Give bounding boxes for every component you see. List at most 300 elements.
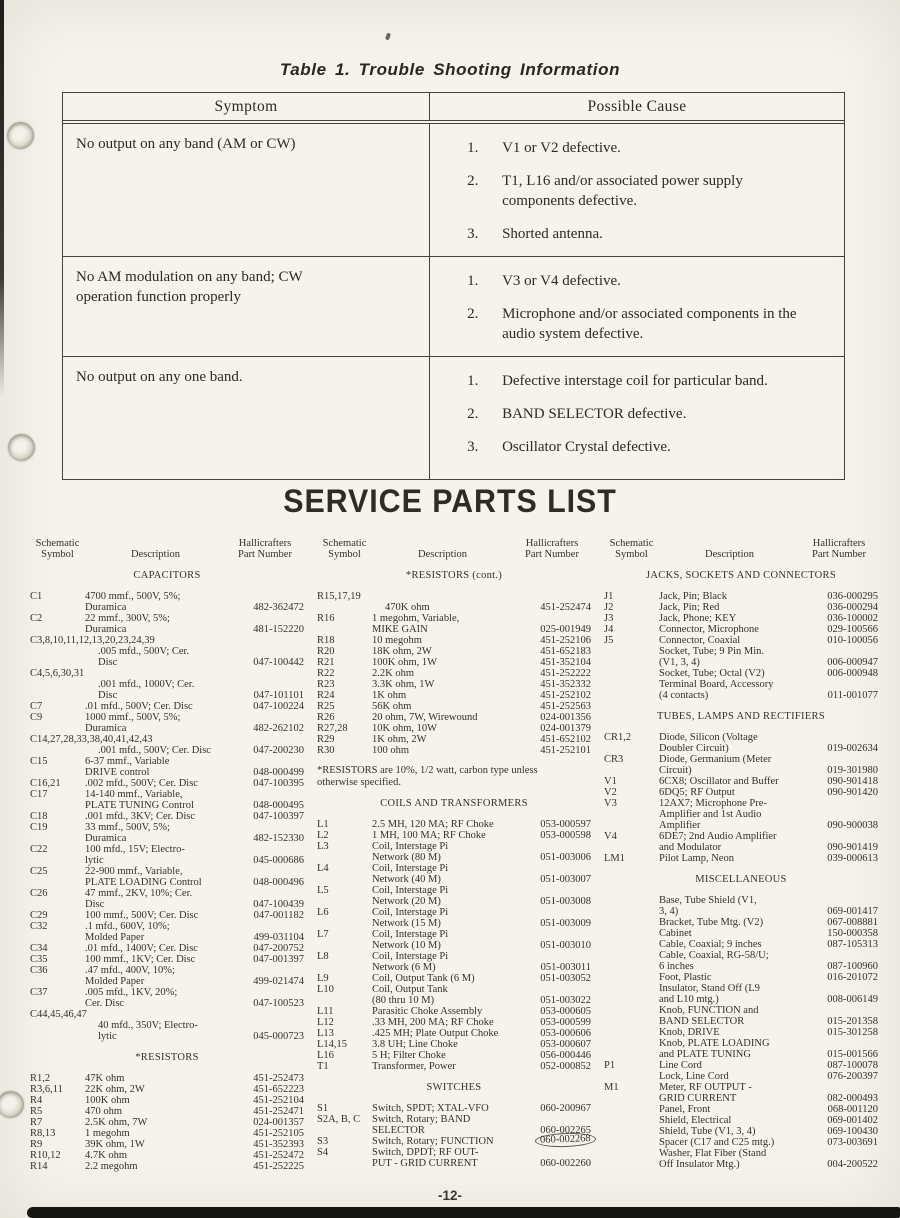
part-number: 090-901419 bbox=[827, 842, 878, 853]
schematic-symbol: L16 bbox=[317, 1050, 334, 1061]
parts-row bbox=[604, 853, 878, 864]
part-description: Foot, Plastic bbox=[659, 972, 712, 983]
part-description: Socket, Tube; Octal (V2) bbox=[659, 668, 765, 679]
part-description: 2.2 megohm bbox=[85, 1161, 138, 1172]
parts-section bbox=[317, 1082, 591, 1169]
part-number: 451-252106 bbox=[540, 635, 591, 646]
part-number: 047-100523 bbox=[253, 998, 304, 1009]
parts-row bbox=[317, 1133, 592, 1147]
part-number: 451-352393 bbox=[253, 1139, 304, 1150]
schematic-symbol: L5 bbox=[317, 885, 329, 896]
part-description: Meter, RF OUTPUT - GRID CURRENT bbox=[659, 1082, 752, 1104]
part-number: 053-000607 bbox=[540, 1039, 591, 1050]
schematic-symbol: C9 bbox=[30, 712, 43, 723]
schematic-symbol: C4,5,6,30,31 bbox=[30, 668, 85, 679]
part-description: 39K ohm, 1W bbox=[85, 1139, 145, 1150]
part-number: 048-000496 bbox=[253, 877, 304, 888]
part-number: 451-252102 bbox=[540, 690, 591, 701]
parts-row bbox=[317, 951, 591, 973]
part-number: 451-652223 bbox=[253, 1084, 304, 1095]
part-description: 18K ohm, 2W bbox=[372, 646, 432, 657]
part-description: 470K ohm bbox=[385, 602, 430, 613]
parts-row bbox=[30, 734, 304, 756]
part-number: 060-002268 bbox=[535, 1132, 596, 1148]
parts-row bbox=[317, 929, 591, 951]
part-description: Line Cord bbox=[659, 1060, 702, 1071]
symptom-cell bbox=[63, 357, 430, 479]
parts-section bbox=[604, 711, 878, 864]
part-number: 048-000495 bbox=[253, 800, 304, 811]
resistor-note: *RESISTORS are 10%, 1/2 watt, carbon type unless otherwise specified. bbox=[317, 765, 538, 788]
part-number: 090-901418 bbox=[827, 776, 878, 787]
part-description: 56K ohm bbox=[372, 701, 412, 712]
parts-column bbox=[30, 538, 304, 1172]
parts-row bbox=[604, 928, 878, 939]
part-description: Jack, Pin; Red bbox=[659, 602, 720, 613]
part-number: 150-000358 bbox=[827, 928, 878, 939]
schematic-symbol: C1 bbox=[30, 591, 43, 602]
part-description: Diode, Germanium (Meter Circuit) bbox=[659, 754, 772, 776]
description-header: Description bbox=[131, 549, 180, 560]
parts-row bbox=[317, 1103, 591, 1114]
parts-row bbox=[604, 776, 878, 787]
parts-row bbox=[604, 646, 878, 668]
parts-row bbox=[317, 841, 591, 863]
part-description: 47K ohm bbox=[85, 1073, 125, 1084]
parts-row bbox=[317, 679, 591, 690]
schematic-symbol: C32 bbox=[30, 921, 48, 932]
schematic-symbol: C44,45,46,47 bbox=[30, 1009, 87, 1020]
part-description: 2.5K ohm, 7W bbox=[85, 1117, 148, 1128]
part-number: 024-001356 bbox=[540, 712, 591, 723]
part-description: Bracket, Tube Mtg. (V2) bbox=[659, 917, 764, 928]
parts-row bbox=[317, 1050, 591, 1061]
parts-row bbox=[604, 950, 878, 972]
section-heading: JACKS, SOCKETS AND CONNECTORS bbox=[646, 570, 836, 581]
part-description: 1 MH, 100 MA; RF Choke bbox=[372, 830, 486, 841]
schematic-symbol: R21 bbox=[317, 657, 335, 668]
part-description: 5 H; Filter Choke bbox=[372, 1050, 446, 1061]
parts-row bbox=[30, 1161, 304, 1172]
schematic-symbol: C16,21 bbox=[30, 778, 61, 789]
schematic-symbol: C34 bbox=[30, 943, 48, 954]
parts-row bbox=[317, 819, 591, 830]
schematic-symbol: R29 bbox=[317, 734, 335, 745]
trouble-shooting-table bbox=[62, 92, 845, 480]
cause-text: Shorted antenna. bbox=[502, 226, 603, 242]
part-number: 060-200967 bbox=[540, 1103, 591, 1114]
part-number: 051-003007 bbox=[540, 874, 591, 885]
schematic-symbol: R24 bbox=[317, 690, 335, 701]
part-number: 048-000499 bbox=[253, 767, 304, 778]
schematic-symbol: L4 bbox=[317, 863, 329, 874]
part-number: 015-201358 bbox=[827, 1016, 878, 1027]
part-description: Base, Tube Shield (V1, 3, 4) bbox=[659, 895, 757, 917]
part-description: Panel, Front bbox=[659, 1104, 711, 1115]
cause-text: V1 or V2 defective. bbox=[502, 140, 621, 156]
schematic-symbol: R7 bbox=[30, 1117, 43, 1128]
part-description: Coil, Output Tank (6 M) bbox=[372, 973, 475, 984]
column-header-symptom: Symptom bbox=[63, 93, 430, 120]
part-number: 029-100566 bbox=[827, 624, 878, 635]
schematic-symbol: R5 bbox=[30, 1106, 43, 1117]
part-description: Washer, Flat Fiber (Stand Off Insulator Mtg.) bbox=[659, 1148, 767, 1170]
part-description: 1 megohm bbox=[85, 1128, 130, 1139]
part-number: 047-100395 bbox=[253, 778, 304, 789]
parts-section bbox=[604, 874, 878, 1170]
part-description: Coil, Interstage Pi Network (80 M) bbox=[372, 841, 449, 863]
possible-cause-cell bbox=[430, 257, 844, 356]
schematic-symbol: S4 bbox=[317, 1147, 329, 1158]
schematic-symbol: R4 bbox=[30, 1095, 43, 1106]
cause-text: Oscillator Crystal defective. bbox=[502, 439, 671, 455]
parts-row bbox=[317, 973, 591, 984]
parts-row bbox=[30, 1128, 304, 1139]
parts-row bbox=[30, 1139, 304, 1150]
schematic-symbol: R8,13 bbox=[30, 1128, 56, 1139]
part-number: 047-200752 bbox=[253, 943, 304, 954]
part-description: 3.8 UH; Line Choke bbox=[372, 1039, 458, 1050]
section-heading: CAPACITORS bbox=[133, 570, 201, 581]
schematic-symbol: V4 bbox=[604, 831, 617, 842]
part-number: 047-200230 bbox=[253, 745, 304, 756]
schematic-symbol: R23 bbox=[317, 679, 335, 690]
part-description: 100 mmf., 1KV; Cer. Disc bbox=[85, 954, 196, 965]
parts-section bbox=[30, 570, 304, 1042]
part-description: 1 megohm, Variable, MIKE GAIN bbox=[372, 613, 460, 635]
part-description: 100K ohm, 1W bbox=[372, 657, 438, 668]
part-number: 082-000493 bbox=[827, 1093, 878, 1104]
parts-row bbox=[30, 943, 304, 954]
parts-row bbox=[317, 613, 591, 635]
part-number: 060-002265 bbox=[540, 1125, 591, 1136]
part-description: .001 mfd., 500V; Cer. Disc bbox=[98, 745, 211, 756]
part-description: 470 ohm bbox=[85, 1106, 123, 1117]
possible-cause-cell bbox=[430, 124, 844, 256]
part-description: Switch, Rotary; BAND SELECTOR bbox=[372, 1114, 471, 1136]
cause-item bbox=[467, 138, 836, 158]
schematic-symbol: L9 bbox=[317, 973, 329, 984]
parts-row bbox=[604, 787, 878, 798]
parts-row bbox=[30, 1073, 304, 1084]
part-number: 451-252104 bbox=[253, 1095, 304, 1106]
parts-row bbox=[30, 756, 304, 778]
part-description: Transformer, Power bbox=[372, 1061, 456, 1072]
part-number: 047-100224 bbox=[253, 701, 304, 712]
part-description: 1K ohm, 2W bbox=[372, 734, 427, 745]
part-number: 482-262102 bbox=[253, 723, 304, 734]
schematic-symbol: R25 bbox=[317, 701, 335, 712]
part-description: 22 mmf., 300V, 5%; Duramica bbox=[85, 613, 170, 635]
parts-row bbox=[604, 624, 878, 635]
parts-row bbox=[317, 863, 591, 885]
section-heading: *RESISTORS (cont.) bbox=[405, 570, 503, 581]
schematic-symbol: R20 bbox=[317, 646, 335, 657]
part-description: Shield, Electrical bbox=[659, 1115, 732, 1126]
part-description: .001 mfd., 3KV; Cer. Disc bbox=[85, 811, 196, 822]
part-number: 076-200397 bbox=[827, 1071, 878, 1082]
schematic-symbol: T1 bbox=[317, 1061, 329, 1072]
parts-row bbox=[30, 965, 304, 987]
schematic-symbol: S3 bbox=[317, 1136, 329, 1147]
part-number: 451-252474 bbox=[540, 602, 591, 613]
schematic-symbol: L8 bbox=[317, 951, 329, 962]
schematic-symbol: J3 bbox=[604, 613, 614, 624]
part-number: 045-000686 bbox=[253, 855, 304, 866]
schematic-symbol: C22 bbox=[30, 844, 48, 855]
section-heading: MISCELLANEOUS bbox=[695, 874, 787, 885]
parts-row bbox=[317, 830, 591, 841]
part-description: 3.3K ohm, 1W bbox=[372, 679, 435, 690]
parts-row bbox=[604, 754, 878, 776]
parts-row bbox=[604, 732, 878, 754]
part-number: 451-652183 bbox=[540, 646, 591, 657]
part-number: 015-301258 bbox=[827, 1027, 878, 1038]
part-description: 6DQ5; RF Output bbox=[659, 787, 735, 798]
part-number: 053-000598 bbox=[540, 830, 591, 841]
part-number: 051-003022 bbox=[540, 995, 591, 1006]
part-description: 2.5 MH, 120 MA; RF Choke bbox=[372, 819, 494, 830]
cause-number: 3. bbox=[467, 226, 479, 242]
scan-speck bbox=[385, 33, 391, 41]
parts-row bbox=[604, 1148, 878, 1170]
parts-row bbox=[604, 1071, 878, 1082]
section-heading: COILS AND TRANSFORMERS bbox=[380, 798, 528, 809]
schematic-symbol: LM1 bbox=[604, 853, 625, 864]
part-number: 451-252105 bbox=[253, 1128, 304, 1139]
part-number: 006-000947 bbox=[827, 657, 878, 668]
parts-row bbox=[604, 591, 878, 602]
part-description: 20 ohm, 7W, Wirewound bbox=[372, 712, 478, 723]
cause-number: 2. bbox=[467, 306, 479, 322]
schematic-symbol: C14,27,28,33,38,40,41,42,43 bbox=[30, 734, 153, 745]
parts-row bbox=[317, 1006, 591, 1017]
service-parts-list-title: SERVICE PARTS LIST bbox=[283, 483, 617, 519]
part-number: 451-652102 bbox=[540, 734, 591, 745]
parts-row bbox=[30, 789, 304, 811]
punch-hole bbox=[8, 434, 35, 461]
parts-row bbox=[604, 1027, 878, 1038]
description-header: Description bbox=[418, 549, 467, 560]
schematic-symbol: P1 bbox=[604, 1060, 616, 1071]
part-number: 069-001417 bbox=[827, 906, 878, 917]
trouble-table-body bbox=[63, 124, 844, 479]
part-description: 22K ohm, 2W bbox=[85, 1084, 145, 1095]
part-description: Coil, Interstage Pi Network (15 M) bbox=[372, 907, 449, 929]
part-description: .001 mfd., 1000V; Cer. Disc bbox=[98, 679, 195, 701]
part-description: 100 ohm bbox=[372, 745, 410, 756]
schematic-symbol: R15,17,19 bbox=[317, 591, 361, 602]
parts-row bbox=[604, 1060, 878, 1071]
part-description: Switch, Rotary; FUNCTION bbox=[372, 1136, 494, 1147]
schematic-symbol: L10 bbox=[317, 984, 334, 995]
part-description: Knob, FUNCTION and BAND SELECTOR bbox=[659, 1005, 759, 1027]
section-heading: *RESISTORS bbox=[135, 1052, 199, 1063]
cause-text: V3 or V4 defective. bbox=[502, 273, 621, 289]
schematic-symbol: J1 bbox=[604, 591, 614, 602]
schematic-symbol: R26 bbox=[317, 712, 335, 723]
table-title: Table 1. Trouble Shooting Information bbox=[279, 60, 621, 79]
part-description: 4.7K ohm bbox=[85, 1150, 127, 1161]
service-parts-list bbox=[30, 538, 878, 1172]
part-description: 40 mfd., 350V; Electro- lytic bbox=[98, 1020, 198, 1042]
part-description: .425 MH; Plate Output Choke bbox=[372, 1028, 499, 1039]
part-description: 6DE7; 2nd Audio Amplifier and Modulator bbox=[659, 831, 777, 853]
page-number: -12- bbox=[437, 1188, 462, 1203]
parts-row bbox=[317, 591, 591, 613]
parts-row bbox=[317, 1114, 591, 1136]
cause-item bbox=[467, 271, 836, 291]
part-description: 100 mfd., 15V; Electro- lytic bbox=[85, 844, 185, 866]
parts-row bbox=[30, 1095, 304, 1106]
cause-number: 2. bbox=[467, 173, 479, 189]
symptom-text: No output on any band (AM or CW) bbox=[76, 136, 296, 152]
cause-number: 1. bbox=[467, 273, 479, 289]
parts-row bbox=[317, 723, 591, 734]
schematic-symbol: R27,28 bbox=[317, 723, 348, 734]
parts-row bbox=[317, 885, 591, 907]
parts-row bbox=[30, 811, 304, 822]
part-description: 6CX8; Oscillator and Buffer bbox=[659, 776, 779, 787]
part-number: 047-101101 bbox=[253, 690, 304, 701]
part-description: Socket, Tube; 9 Pin Min. (V1, 3, 4) bbox=[659, 646, 765, 668]
part-number: 036-000294 bbox=[827, 602, 878, 613]
part-description: .1 mfd., 600V, 10%; Molded Paper bbox=[85, 921, 170, 943]
parts-row bbox=[30, 888, 304, 910]
parts-row bbox=[604, 939, 878, 950]
parts-row bbox=[317, 712, 591, 723]
schematic-symbol: C18 bbox=[30, 811, 48, 822]
part-description: 47 mmf., 2KV, 10%; Cer. Disc bbox=[85, 888, 193, 910]
schematic-symbol: R18 bbox=[317, 635, 335, 646]
part-description: Insulator, Stand Off (L9 and L10 mtg.) bbox=[659, 983, 760, 1005]
cause-number: 1. bbox=[467, 373, 479, 389]
schematic-symbol: J5 bbox=[604, 635, 614, 646]
part-number: 019-002634 bbox=[827, 743, 878, 754]
part-number: 039-000613 bbox=[827, 853, 878, 864]
part-number: 015-001566 bbox=[827, 1049, 878, 1060]
table-row bbox=[63, 256, 844, 356]
table-header-row bbox=[63, 93, 844, 124]
part-description: 10K ohm, 10W bbox=[372, 723, 438, 734]
part-number: 047-100439 bbox=[253, 899, 304, 910]
symptom-text: No AM modulation on any band; CW operation function properly bbox=[76, 269, 303, 305]
schematic-symbol: C19 bbox=[30, 822, 48, 833]
parts-column-header bbox=[317, 538, 591, 560]
parts-row bbox=[604, 668, 878, 679]
part-description: .005 mfd., 500V; Cer. Disc bbox=[98, 646, 190, 668]
parts-row bbox=[30, 987, 304, 1009]
parts-row bbox=[30, 701, 304, 712]
parts-row bbox=[30, 844, 304, 866]
cause-item bbox=[467, 404, 836, 424]
part-number: 451-252563 bbox=[540, 701, 591, 712]
parts-row bbox=[317, 1147, 591, 1169]
schematic-symbol: J4 bbox=[604, 624, 614, 635]
part-description: Cable, Coaxial; 9 inches bbox=[659, 939, 762, 950]
part-description: Parasitic Choke Assembly bbox=[372, 1006, 483, 1017]
part-description: Spacer (C17 and C25 mtg.) bbox=[659, 1137, 775, 1148]
cause-item bbox=[467, 304, 836, 344]
part-description: 1K ohm bbox=[372, 690, 407, 701]
cause-number: 2. bbox=[467, 406, 479, 422]
cause-text: Defective interstage coil for particular band. bbox=[502, 373, 768, 389]
schematic-symbol: C37 bbox=[30, 987, 48, 998]
section-heading: TUBES, LAMPS AND RECTIFIERS bbox=[657, 711, 825, 722]
schematic-symbol-header: Schematic Symbol bbox=[322, 538, 367, 560]
part-number: 053-000597 bbox=[540, 819, 591, 830]
part-number: 090-900038 bbox=[827, 820, 878, 831]
part-number: 090-901420 bbox=[827, 787, 878, 798]
schematic-symbol: L11 bbox=[317, 1006, 334, 1017]
parts-row bbox=[317, 657, 591, 668]
schematic-symbol: R30 bbox=[317, 745, 335, 756]
schematic-symbol: R1,2 bbox=[30, 1073, 51, 1084]
parts-row bbox=[604, 635, 878, 646]
part-description: 14-140 mmf., Variable, PLATE TUNING Control bbox=[85, 789, 194, 811]
part-number-header: Hallicrafters Part Number bbox=[525, 538, 579, 560]
table-row bbox=[63, 356, 844, 479]
parts-row bbox=[30, 1106, 304, 1117]
parts-row bbox=[317, 646, 591, 657]
part-description: 6-37 mmf., Variable DRIVE control bbox=[85, 756, 170, 778]
schematic-symbol: R3,6,11 bbox=[30, 1084, 63, 1095]
table-row bbox=[63, 124, 844, 256]
part-number: 036-000295 bbox=[827, 591, 878, 602]
parts-row bbox=[604, 1005, 878, 1027]
parts-row bbox=[30, 1150, 304, 1161]
part-number: 051-003006 bbox=[540, 852, 591, 863]
part-description: 33 mmf., 500V, 5%; Duramica bbox=[85, 822, 170, 844]
part-number: 011-001077 bbox=[827, 690, 878, 701]
schematic-symbol: C15 bbox=[30, 756, 48, 767]
parts-row bbox=[317, 734, 591, 745]
parts-section bbox=[317, 798, 591, 1072]
parts-row bbox=[30, 1009, 304, 1042]
section-heading: SWITCHES bbox=[426, 1082, 482, 1093]
part-description: .47 mfd., 400V, 10%; Molded Paper bbox=[85, 965, 175, 987]
part-number: 045-000723 bbox=[253, 1031, 304, 1042]
parts-row bbox=[604, 1082, 878, 1104]
parts-row bbox=[317, 701, 591, 712]
part-description: 22-900 mmf., Variable, PLATE LOADING Control bbox=[85, 866, 202, 888]
part-description: Connector, Microphone bbox=[659, 624, 759, 635]
part-description: .33 MH, 200 MA; RF Choke bbox=[372, 1017, 494, 1028]
parts-row bbox=[604, 917, 878, 928]
cause-item bbox=[467, 371, 836, 391]
parts-column bbox=[604, 538, 878, 1172]
part-number: 052-000852 bbox=[540, 1061, 591, 1072]
cause-item bbox=[467, 224, 836, 244]
parts-row bbox=[30, 778, 304, 789]
part-description: Coil, Interstage Pi Network (20 M) bbox=[372, 885, 449, 907]
schematic-symbol: L1 bbox=[317, 819, 329, 830]
schematic-symbol: L13 bbox=[317, 1028, 334, 1039]
part-number: 047-001182 bbox=[253, 910, 304, 921]
schematic-symbol: C35 bbox=[30, 954, 48, 965]
cause-item bbox=[467, 171, 836, 211]
part-description: Switch, SPDT; XTAL-VFO bbox=[372, 1103, 489, 1114]
cause-number: 1. bbox=[467, 140, 479, 156]
part-description: .01 mfd., 1400V; Cer. Disc bbox=[85, 943, 198, 954]
column-header-possible-cause: Possible Cause bbox=[587, 98, 687, 115]
parts-row bbox=[30, 1084, 304, 1095]
part-description: Diode, Silicon (Voltage Doubler Circuit) bbox=[659, 732, 758, 754]
parts-row bbox=[30, 954, 304, 965]
part-number: 051-003010 bbox=[540, 940, 591, 951]
part-description: Cabinet bbox=[659, 928, 692, 939]
schematic-symbol: C7 bbox=[30, 701, 43, 712]
